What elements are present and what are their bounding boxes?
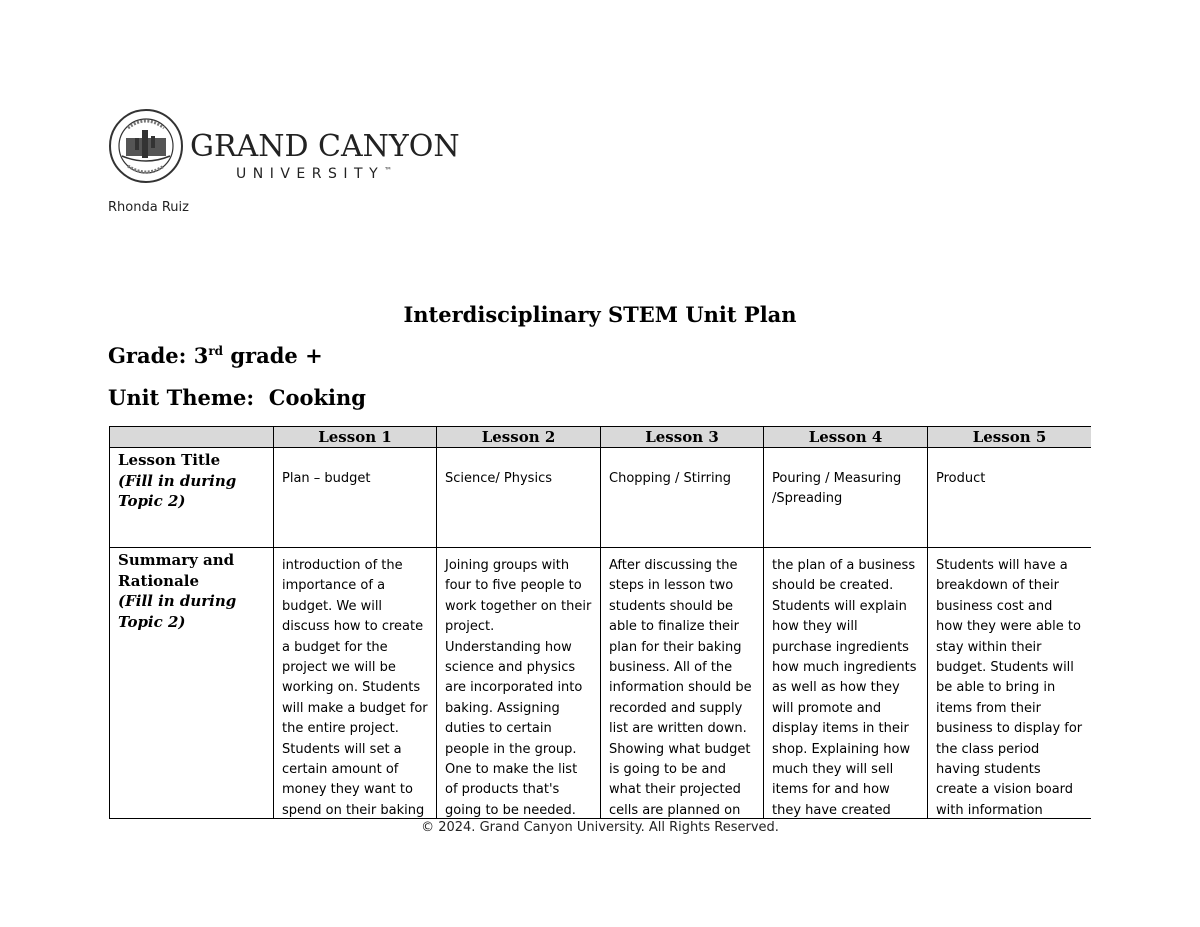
table-cell: Joining groups with four to five people to work together on their project. Understanding how science and physics are incorporated into baking. Assigning duties to certain people in the group. One to make the list of products that's going to be needed. [437, 548, 601, 820]
header-cell-blank [110, 427, 274, 448]
logo-wordmark: GRAND CANYON [190, 129, 460, 164]
table-row [110, 448, 1092, 548]
table-cell: the plan of a business should be created. Students will explain how they will purchase ingredients how much ingredients as well as how they will promote and display items in their shop. Explaining how much they will sell items for and how they have created [764, 548, 928, 820]
header-cell-lesson-4: Lesson 4 [764, 427, 928, 448]
unit-theme: Unit Theme: Cooking [108, 385, 366, 410]
header-cell-lesson-2: Lesson 2 [437, 427, 601, 448]
table-cell: Pouring / Measuring /Spreading [764, 448, 928, 548]
copyright-footer: © 2024. Grand Canyon University. All Rights Reserved. [421, 820, 779, 835]
table-cell: introduction of the importance of a budget. We will discuss how to create a budget for the project we will be working on. Students will make a budget for the entire project. Students will set a certain amount of money they want to spend on their baking [274, 548, 437, 820]
table-cell: Plan – budget [274, 448, 437, 548]
logo-subtitle: UNIVERSITY™ [236, 166, 393, 182]
table-cell: Science/ Physics [437, 448, 601, 548]
unit-plan-table [109, 426, 1091, 819]
university-logo [108, 108, 460, 188]
table-cell: After discussing the steps in lesson two students should be able to finalize their plan for their baking business. All of the information should be recorded and supply list are written down. Showing what budget is going to be and what their projected cells are planned on [601, 548, 764, 820]
university-seal-icon [108, 108, 184, 184]
header-cell-lesson-5: Lesson 5 [928, 427, 1092, 448]
table-cell: Students will have a breakdown of their business cost and how they were able to stay within their budget. Students will be able to bring in items from their business to display for the class period having students create a vision board with information [928, 548, 1092, 820]
table-header-row [110, 427, 1092, 448]
table-row [110, 548, 1092, 820]
row-label-lesson-title: Lesson Title (Fill in during Topic 2) [110, 448, 274, 548]
header-cell-lesson-1: Lesson 1 [274, 427, 437, 448]
grade-line: Grade: 3rd grade + [108, 343, 323, 368]
author-name: Rhonda Ruiz [108, 200, 189, 215]
page-title: Interdisciplinary STEM Unit Plan [403, 302, 797, 327]
table-cell: Chopping / Stirring [601, 448, 764, 548]
row-label-summary: Summary and Rationale (Fill in during Topic 2) [110, 548, 274, 820]
header-cell-lesson-3: Lesson 3 [601, 427, 764, 448]
table-cell: Product [928, 448, 1092, 548]
